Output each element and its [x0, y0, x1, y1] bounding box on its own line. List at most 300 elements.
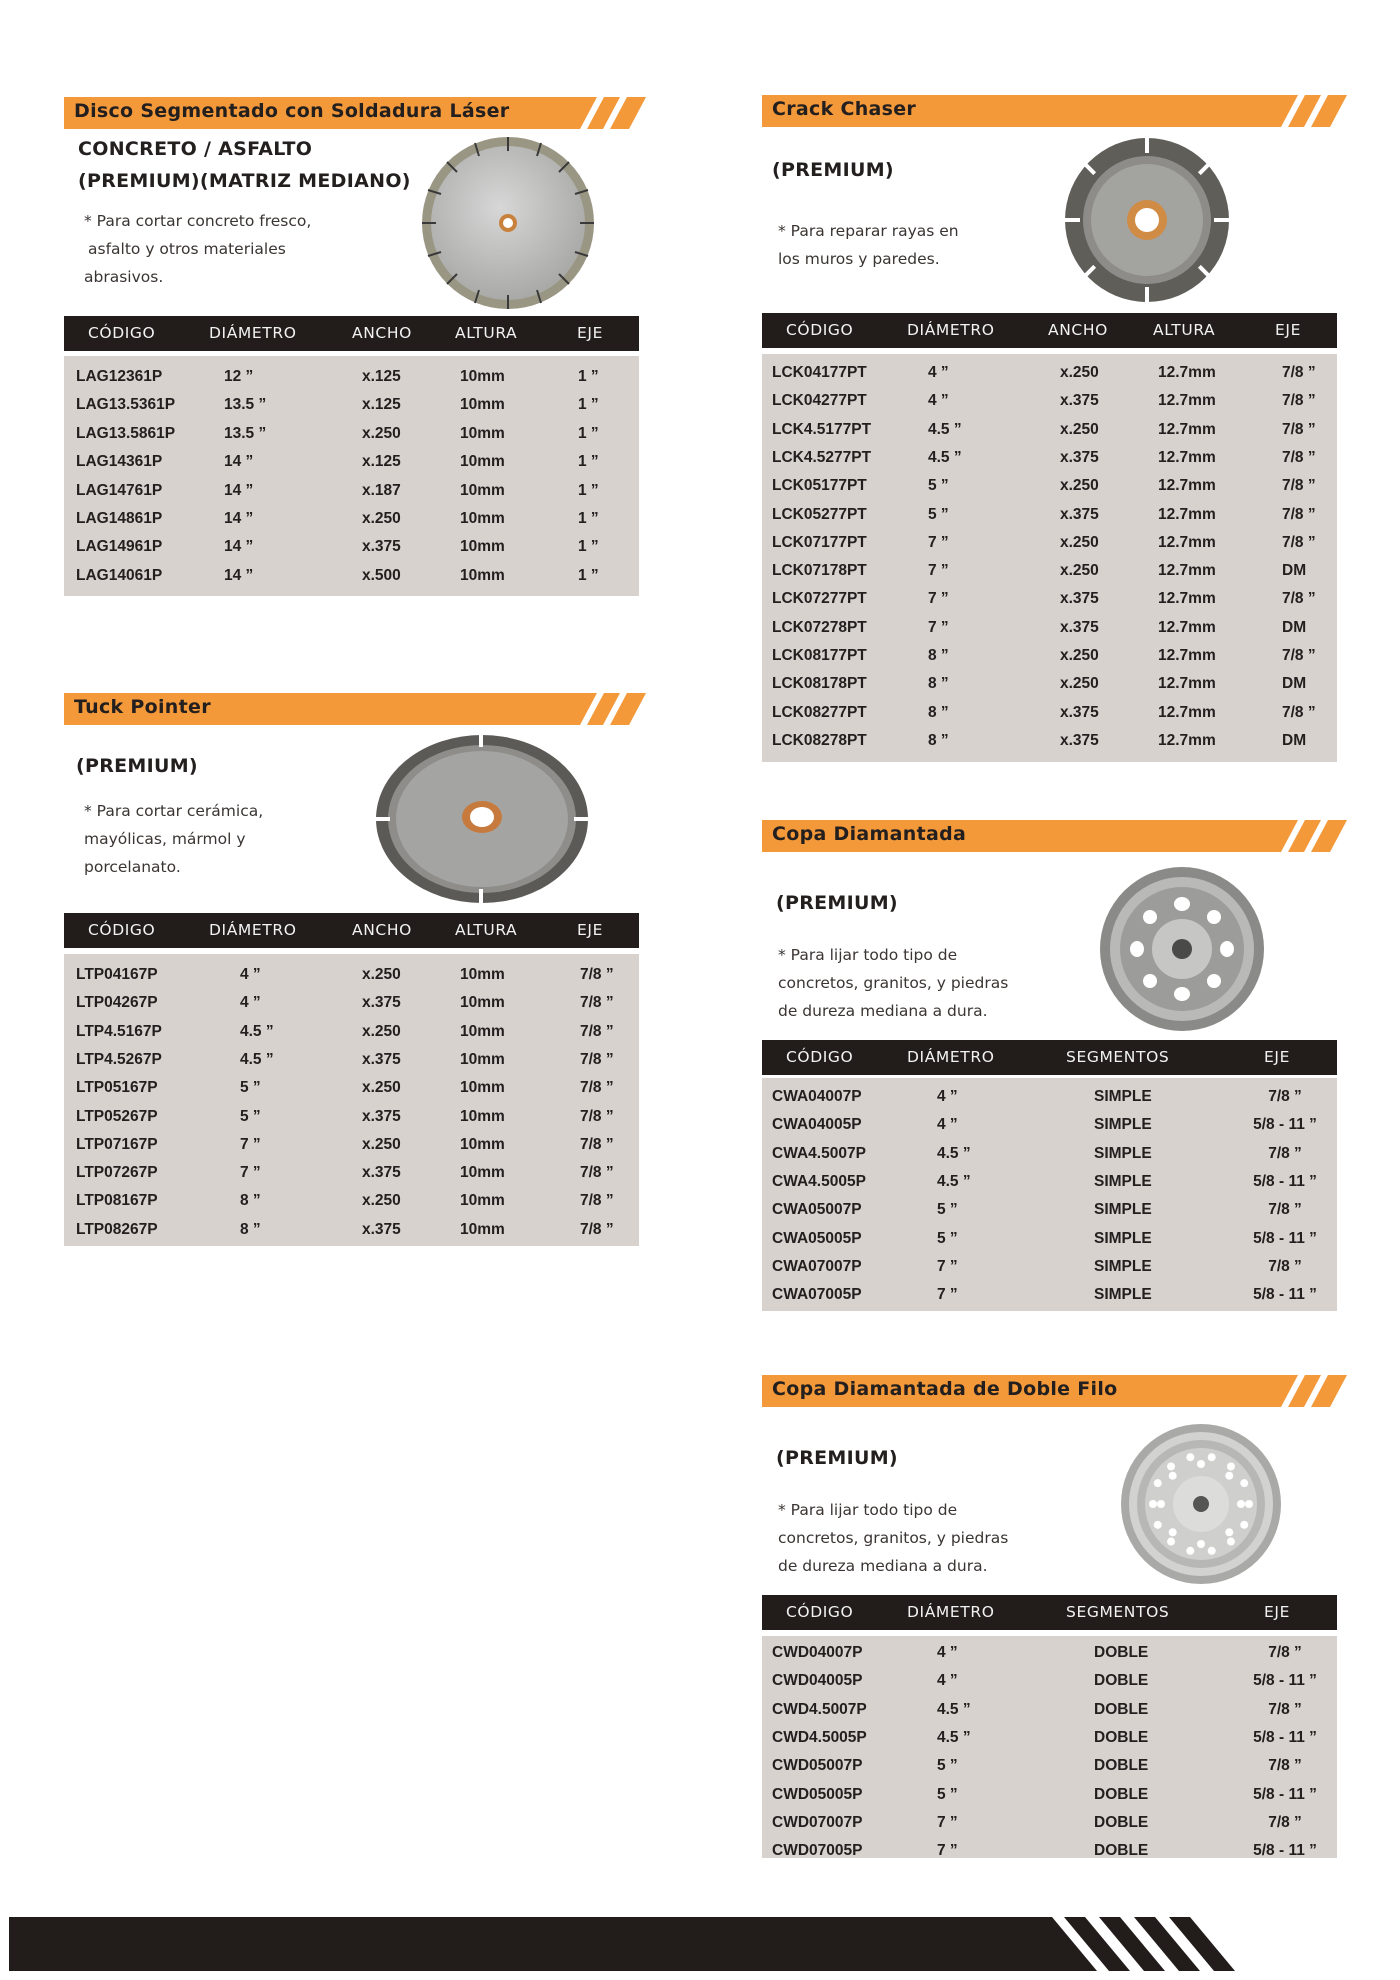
- cell-codigo: CWD04005P: [772, 1672, 863, 1690]
- table-row: [762, 1697, 1337, 1725]
- cell-codigo: LCK05277PT: [772, 505, 867, 523]
- cell-diametro: 5 ”: [928, 505, 949, 523]
- cell-eje: 1 ”: [578, 481, 599, 499]
- cell-eje: 5/8 - 11 ”: [1253, 1116, 1317, 1134]
- table-row: [64, 962, 639, 990]
- column-header-diametro: DIÁMETRO: [209, 324, 297, 342]
- cell-eje: 7/8 ”: [580, 1050, 614, 1068]
- cell-altura: 10mm: [460, 966, 505, 983]
- cell-altura: 12.7mm: [1158, 392, 1216, 410]
- cell-codigo: LAG14861P: [76, 510, 163, 527]
- cell-diametro: 4 ”: [928, 392, 949, 410]
- cell-ancho: x.250: [362, 510, 401, 527]
- table-row: [762, 1753, 1337, 1781]
- column-header-diametro: DIÁMETRO: [907, 1048, 995, 1066]
- section-title: Copa Diamantada: [772, 823, 967, 845]
- cell-diametro: 7 ”: [937, 1286, 958, 1304]
- cell-altura: 10mm: [460, 1135, 505, 1153]
- table-row: [64, 534, 639, 562]
- cell-ancho: x.250: [1060, 477, 1099, 495]
- cell-eje: 7/8 ”: [580, 994, 614, 1012]
- cell-codigo: LTP04267P: [76, 994, 158, 1012]
- description-line: * Para reparar rayas en: [778, 222, 959, 240]
- description-line: los muros y paredes.: [778, 250, 940, 268]
- cell-eje: 7/8 ”: [580, 966, 614, 983]
- cell-altura: 10mm: [460, 1050, 505, 1068]
- crack-table-body: [762, 354, 1337, 762]
- table-row: [762, 360, 1337, 388]
- cell-ancho: x.250: [362, 966, 401, 983]
- cell-eje: 7/8 ”: [1282, 477, 1316, 495]
- cell-altura: 12.7mm: [1158, 731, 1216, 749]
- column-header-ancho: ANCHO: [1048, 321, 1108, 339]
- cell-codigo: CWD05005P: [772, 1785, 863, 1803]
- cell-ancho: x.250: [1060, 647, 1099, 664]
- cell-ancho: x.250: [362, 1135, 401, 1153]
- cell-segmentos: DOBLE: [1094, 1785, 1149, 1803]
- cell-ancho: x.250: [1060, 675, 1099, 693]
- cell-eje: 7/8 ”: [580, 1164, 614, 1182]
- cell-segmentos: SIMPLE: [1094, 1172, 1152, 1190]
- table-row: [64, 478, 639, 506]
- cell-diametro: 13.5 ”: [224, 424, 267, 442]
- cell-diametro: 5 ”: [937, 1229, 958, 1247]
- cell-altura: 12.7mm: [1158, 618, 1216, 636]
- cell-eje: 7/8 ”: [1282, 703, 1316, 721]
- column-header-segmentos: SEGMENTOS: [1066, 1603, 1170, 1621]
- table-row: [64, 1104, 639, 1132]
- laser-table-header: [64, 316, 639, 351]
- cell-diametro: 4 ”: [240, 966, 261, 983]
- cell-altura: 10mm: [460, 1022, 505, 1040]
- cell-diametro: 4.5 ”: [928, 420, 962, 438]
- table-row: [762, 417, 1337, 445]
- table-row: [762, 643, 1337, 671]
- section-header-band: [64, 97, 646, 129]
- table-row: [64, 1132, 639, 1160]
- cell-diametro: 4 ”: [937, 1088, 958, 1105]
- cell-eje: 5/8 - 11 ”: [1253, 1672, 1317, 1690]
- table-row: [762, 1197, 1337, 1225]
- footer-stripe-bar: [9, 1917, 1239, 1971]
- cell-eje: 5/8 - 11 ”: [1253, 1728, 1317, 1746]
- cell-diametro: 14 ”: [224, 566, 254, 584]
- section-description: [778, 941, 1008, 1025]
- cup-table-header: [762, 1040, 1337, 1075]
- cell-segmentos: DOBLE: [1094, 1728, 1149, 1746]
- column-header-codigo: CÓDIGO: [88, 324, 156, 342]
- section-subtitle: (PREMIUM): [76, 755, 198, 777]
- column-header-codigo: CÓDIGO: [786, 1603, 854, 1621]
- cell-diametro: 14 ”: [224, 510, 254, 527]
- section-title: Tuck Pointer: [74, 696, 211, 718]
- cell-eje: 7/8 ”: [1282, 505, 1316, 523]
- cell-diametro: 7 ”: [928, 533, 949, 551]
- cell-diametro: 7 ”: [928, 618, 949, 636]
- table-row: [64, 1160, 639, 1188]
- cell-segmentos: DOBLE: [1094, 1813, 1149, 1831]
- cell-eje: 5/8 - 11 ”: [1253, 1229, 1317, 1247]
- cell-eje: 5/8 - 11 ”: [1253, 1842, 1317, 1860]
- cup-wheel-single-icon: [1097, 864, 1267, 1034]
- cell-altura: 10mm: [460, 396, 505, 414]
- cell-codigo: CWA4.5005P: [772, 1172, 866, 1190]
- cell-diametro: 4.5 ”: [928, 448, 962, 466]
- cell-altura: 12.7mm: [1158, 448, 1216, 466]
- cell-ancho: x.375: [362, 1164, 401, 1182]
- cell-diametro: 12 ”: [224, 368, 254, 385]
- cell-diametro: 7 ”: [937, 1813, 958, 1831]
- cell-codigo: LCK08177PT: [772, 647, 867, 664]
- cell-codigo: CWA4.5007P: [772, 1144, 866, 1162]
- cell-codigo: LCK08277PT: [772, 703, 867, 721]
- table-row: [762, 1810, 1337, 1838]
- cell-segmentos: DOBLE: [1094, 1644, 1149, 1661]
- cell-eje: 1 ”: [578, 368, 599, 385]
- cell-eje: 5/8 - 11 ”: [1253, 1172, 1317, 1190]
- section-description: [778, 1496, 1008, 1580]
- cell-eje: 7/8 ”: [580, 1079, 614, 1097]
- cell-ancho: x.125: [362, 368, 401, 385]
- table-row: [762, 700, 1337, 728]
- cell-altura: 12.7mm: [1158, 533, 1216, 551]
- cell-diametro: 8 ”: [928, 647, 949, 664]
- cell-altura: 10mm: [460, 566, 505, 584]
- column-header-eje: EJE: [577, 921, 603, 939]
- cell-altura: 12.7mm: [1158, 420, 1216, 438]
- cell-diametro: 4 ”: [928, 364, 949, 381]
- cell-codigo: LCK07278PT: [772, 618, 867, 636]
- column-header-ancho: ANCHO: [352, 324, 412, 342]
- cell-eje: DM: [1282, 562, 1307, 580]
- cell-diametro: 7 ”: [240, 1135, 261, 1153]
- cell-altura: 12.7mm: [1158, 590, 1216, 608]
- table-row: [64, 364, 639, 392]
- cell-altura: 10mm: [460, 510, 505, 527]
- cell-ancho: x.375: [1060, 703, 1099, 721]
- table-row: [762, 1254, 1337, 1282]
- section-header-band: [762, 95, 1347, 127]
- cell-codigo: LCK07178PT: [772, 562, 867, 580]
- cell-segmentos: DOBLE: [1094, 1672, 1149, 1690]
- column-header-codigo: CÓDIGO: [88, 921, 156, 939]
- cell-diametro: 7 ”: [928, 562, 949, 580]
- cup-table-body: [762, 1078, 1337, 1311]
- cell-eje: 7/8 ”: [1268, 1757, 1302, 1775]
- section-tuck-pointer: [64, 693, 664, 913]
- cell-diametro: 14 ”: [224, 481, 254, 499]
- cell-diametro: 4.5 ”: [240, 1050, 274, 1068]
- tuck-pointer-disc-icon: [372, 729, 592, 909]
- table-row: [762, 1084, 1337, 1112]
- cell-eje: 1 ”: [578, 424, 599, 442]
- cell-eje: 7/8 ”: [1282, 647, 1316, 664]
- tuck-table-header: [64, 913, 639, 948]
- cell-ancho: x.375: [362, 994, 401, 1012]
- cell-ancho: x.125: [362, 453, 401, 471]
- cell-ancho: x.250: [362, 1192, 401, 1210]
- column-header-altura: ALTURA: [455, 921, 518, 939]
- cell-eje: 1 ”: [578, 538, 599, 556]
- cell-diametro: 14 ”: [224, 453, 254, 471]
- cell-altura: 10mm: [460, 538, 505, 556]
- crack-table-header: [762, 313, 1337, 348]
- cell-codigo: LTP05267P: [76, 1107, 158, 1125]
- cell-altura: 10mm: [460, 1164, 505, 1182]
- section-cup-wheel: [762, 820, 1362, 1040]
- cell-eje: 7/8 ”: [1282, 420, 1316, 438]
- double-cup-table-header: [762, 1595, 1337, 1630]
- column-header-eje: EJE: [1275, 321, 1301, 339]
- cell-diametro: 8 ”: [928, 703, 949, 721]
- cell-segmentos: SIMPLE: [1094, 1116, 1152, 1134]
- cell-diametro: 8 ”: [928, 731, 949, 749]
- column-header-codigo: CÓDIGO: [786, 321, 854, 339]
- column-header-diametro: DIÁMETRO: [907, 1603, 995, 1621]
- description-line: * Para cortar concreto fresco,: [84, 212, 312, 230]
- cell-codigo: LTP08167P: [76, 1192, 158, 1210]
- column-header-eje: EJE: [1264, 1048, 1290, 1066]
- cell-altura: 12.7mm: [1158, 647, 1216, 664]
- cell-codigo: LCK08278PT: [772, 731, 867, 749]
- cell-segmentos: DOBLE: [1094, 1842, 1149, 1860]
- description-line: * Para lijar todo tipo de: [778, 1501, 958, 1519]
- cup-wheel-double-icon: [1118, 1421, 1284, 1587]
- cell-eje: 7/8 ”: [1282, 448, 1316, 466]
- cell-diametro: 4 ”: [937, 1644, 958, 1661]
- cell-codigo: LTP07167P: [76, 1135, 158, 1153]
- cell-codigo: LAG13.5361P: [76, 396, 176, 414]
- cell-diametro: 4.5 ”: [937, 1144, 971, 1162]
- cell-eje: 7/8 ”: [580, 1192, 614, 1210]
- table-row: [762, 671, 1337, 699]
- table-row: [762, 473, 1337, 501]
- cell-ancho: x.125: [362, 396, 401, 414]
- cell-diametro: 4 ”: [240, 994, 261, 1012]
- cell-diametro: 8 ”: [240, 1220, 261, 1238]
- cell-ancho: x.250: [1060, 533, 1099, 551]
- cell-ancho: x.375: [1060, 448, 1099, 466]
- section-subtitle-1: CONCRETO / ASFALTO: [78, 138, 313, 160]
- cell-codigo: LTP4.5267P: [76, 1050, 162, 1068]
- cell-eje: 1 ”: [578, 566, 599, 584]
- cell-altura: 12.7mm: [1158, 477, 1216, 495]
- section-description: [778, 217, 959, 273]
- cell-eje: 5/8 - 11 ”: [1253, 1785, 1317, 1803]
- cell-diametro: 4.5 ”: [937, 1700, 971, 1718]
- cell-diametro: 4.5 ”: [937, 1728, 971, 1746]
- cell-segmentos: SIMPLE: [1094, 1257, 1152, 1275]
- cell-codigo: LTP04167P: [76, 966, 158, 983]
- table-row: [762, 1725, 1337, 1753]
- column-header-diametro: DIÁMETRO: [907, 321, 995, 339]
- cell-codigo: LAG12361P: [76, 368, 163, 385]
- cell-diametro: 7 ”: [937, 1257, 958, 1275]
- cell-altura: 12.7mm: [1158, 675, 1216, 693]
- section-title: Copa Diamantada de Doble Filo: [772, 1378, 1118, 1400]
- column-header-altura: ALTURA: [455, 324, 518, 342]
- cell-diametro: 7 ”: [240, 1164, 261, 1182]
- column-header-ancho: ANCHO: [352, 921, 412, 939]
- cell-ancho: x.375: [362, 1050, 401, 1068]
- cell-diametro: 5 ”: [937, 1201, 958, 1219]
- table-row: [64, 1047, 639, 1075]
- cell-altura: 10mm: [460, 1220, 505, 1238]
- cell-altura: 12.7mm: [1158, 505, 1216, 523]
- section-title: Crack Chaser: [772, 98, 917, 120]
- cell-eje: 7/8 ”: [1268, 1644, 1302, 1661]
- table-row: [762, 388, 1337, 416]
- cell-codigo: CWD07007P: [772, 1813, 863, 1831]
- cell-codigo: CWA07007P: [772, 1257, 862, 1275]
- cell-eje: 7/8 ”: [580, 1107, 614, 1125]
- cell-eje: 7/8 ”: [1282, 590, 1316, 608]
- cell-ancho: x.250: [362, 424, 401, 442]
- cell-ancho: x.375: [1060, 618, 1099, 636]
- description-line: * Para cortar cerámica,: [84, 802, 264, 820]
- cell-altura: 10mm: [460, 368, 505, 385]
- cell-eje: 7/8 ”: [1282, 533, 1316, 551]
- cell-codigo: CWA07005P: [772, 1286, 862, 1304]
- section-subtitle-2: (PREMIUM)(MATRIZ MEDIANO): [78, 170, 411, 192]
- cell-segmentos: DOBLE: [1094, 1700, 1149, 1718]
- cell-codigo: LAG13.5861P: [76, 424, 176, 442]
- cell-codigo: LCK04277PT: [772, 392, 867, 410]
- cell-diametro: 4.5 ”: [937, 1172, 971, 1190]
- cell-eje: 7/8 ”: [1268, 1700, 1302, 1718]
- table-row: [762, 1141, 1337, 1169]
- cell-eje: 7/8 ”: [1282, 364, 1316, 381]
- description-line: concretos, granitos, y piedras: [778, 1529, 1009, 1547]
- table-row: [762, 1282, 1337, 1310]
- cell-diametro: 8 ”: [928, 675, 949, 693]
- column-header-diametro: DIÁMETRO: [209, 921, 297, 939]
- cell-segmentos: SIMPLE: [1094, 1286, 1152, 1304]
- cell-ancho: x.250: [1060, 562, 1099, 580]
- description-line: * Para lijar todo tipo de: [778, 946, 958, 964]
- crack-chaser-disc-icon: [1062, 135, 1232, 305]
- double-cup-table-body: [762, 1636, 1337, 1858]
- cell-codigo: LCK07177PT: [772, 533, 867, 551]
- table-row: [64, 1217, 639, 1245]
- table-row: [762, 445, 1337, 473]
- cell-altura: 10mm: [460, 424, 505, 442]
- cell-ancho: x.375: [1060, 731, 1099, 749]
- table-row: [762, 558, 1337, 586]
- section-header-band: [64, 693, 646, 725]
- cell-segmentos: DOBLE: [1094, 1757, 1149, 1775]
- table-row: [762, 1782, 1337, 1810]
- cell-codigo: CWD4.5007P: [772, 1700, 867, 1718]
- cell-ancho: x.500: [362, 566, 401, 584]
- cell-altura: 12.7mm: [1158, 703, 1216, 721]
- cell-codigo: LTP07267P: [76, 1164, 158, 1182]
- table-row: [762, 1838, 1337, 1866]
- tuck-table-body: [64, 954, 639, 1246]
- cell-codigo: CWD07005P: [772, 1842, 863, 1860]
- cell-codigo: LTP4.5167P: [76, 1022, 162, 1040]
- cell-diametro: 4 ”: [937, 1116, 958, 1134]
- cell-segmentos: SIMPLE: [1094, 1144, 1152, 1162]
- section-title: Disco Segmentado con Soldadura Láser: [74, 100, 510, 122]
- section-subtitle: (PREMIUM): [776, 892, 898, 914]
- cell-eje: 7/8 ”: [1268, 1813, 1302, 1831]
- column-header-segmentos: SEGMENTOS: [1066, 1048, 1170, 1066]
- table-row: [762, 1226, 1337, 1254]
- cell-codigo: LAG14961P: [76, 538, 163, 556]
- cell-altura: 12.7mm: [1158, 562, 1216, 580]
- cell-eje: DM: [1282, 675, 1307, 693]
- cell-diametro: 8 ”: [240, 1192, 261, 1210]
- cell-altura: 10mm: [460, 1079, 505, 1097]
- cell-eje: 7/8 ”: [1268, 1144, 1302, 1162]
- table-row: [64, 1075, 639, 1103]
- table-row: [762, 502, 1337, 530]
- cell-codigo: LTP08267P: [76, 1220, 158, 1238]
- cell-diametro: 4 ”: [937, 1672, 958, 1690]
- column-header-eje: EJE: [1264, 1603, 1290, 1621]
- cell-eje: 7/8 ”: [580, 1220, 614, 1238]
- cell-diametro: 7 ”: [928, 590, 949, 608]
- cell-diametro: 7 ”: [937, 1842, 958, 1860]
- description-line: de dureza mediana a dura.: [778, 1557, 988, 1575]
- cell-codigo: LTP05167P: [76, 1079, 158, 1097]
- cell-altura: 10mm: [460, 994, 505, 1012]
- table-row: [762, 586, 1337, 614]
- segmented-laser-disc-icon: [420, 135, 596, 311]
- cell-codigo: LAG14761P: [76, 481, 163, 499]
- cell-eje: 7/8 ”: [1282, 392, 1316, 410]
- cell-eje: DM: [1282, 731, 1307, 749]
- cell-codigo: CWD04007P: [772, 1644, 863, 1661]
- cell-codigo: CWD4.5005P: [772, 1728, 867, 1746]
- cell-codigo: LAG14061P: [76, 566, 163, 584]
- column-header-codigo: CÓDIGO: [786, 1048, 854, 1066]
- cell-eje: 5/8 - 11 ”: [1253, 1286, 1317, 1304]
- table-row: [64, 392, 639, 420]
- cell-diametro: 5 ”: [240, 1079, 261, 1097]
- cell-segmentos: SIMPLE: [1094, 1088, 1152, 1105]
- cell-codigo: LCK4.5277PT: [772, 448, 872, 466]
- table-row: [762, 1640, 1337, 1668]
- cell-eje: 7/8 ”: [1268, 1088, 1302, 1105]
- cell-codigo: LCK07277PT: [772, 590, 867, 608]
- cell-eje: 1 ”: [578, 396, 599, 414]
- description-line: de dureza mediana a dura.: [778, 1002, 988, 1020]
- table-row: [762, 1668, 1337, 1696]
- section-crack-chaser: [762, 95, 1362, 315]
- column-header-eje: EJE: [577, 324, 603, 342]
- cell-eje: 1 ”: [578, 453, 599, 471]
- cell-ancho: x.375: [362, 1107, 401, 1125]
- table-row: [762, 615, 1337, 643]
- cell-diametro: 5 ”: [240, 1107, 261, 1125]
- cell-altura: 10mm: [460, 1107, 505, 1125]
- cell-diametro: 13.5 ”: [224, 396, 267, 414]
- cell-codigo: CWA04005P: [772, 1116, 862, 1134]
- section-double-cup-wheel: [762, 1375, 1362, 1595]
- cell-codigo: LAG14361P: [76, 453, 163, 471]
- cell-codigo: LCK08178PT: [772, 675, 867, 693]
- cell-segmentos: SIMPLE: [1094, 1229, 1152, 1247]
- cell-ancho: x.375: [362, 538, 401, 556]
- cell-ancho: x.375: [1060, 505, 1099, 523]
- cell-altura: 10mm: [460, 1192, 505, 1210]
- description-line: mayólicas, mármol y: [84, 830, 246, 848]
- cell-ancho: x.250: [362, 1022, 401, 1040]
- section-description: [84, 797, 263, 881]
- table-row: [64, 1188, 639, 1216]
